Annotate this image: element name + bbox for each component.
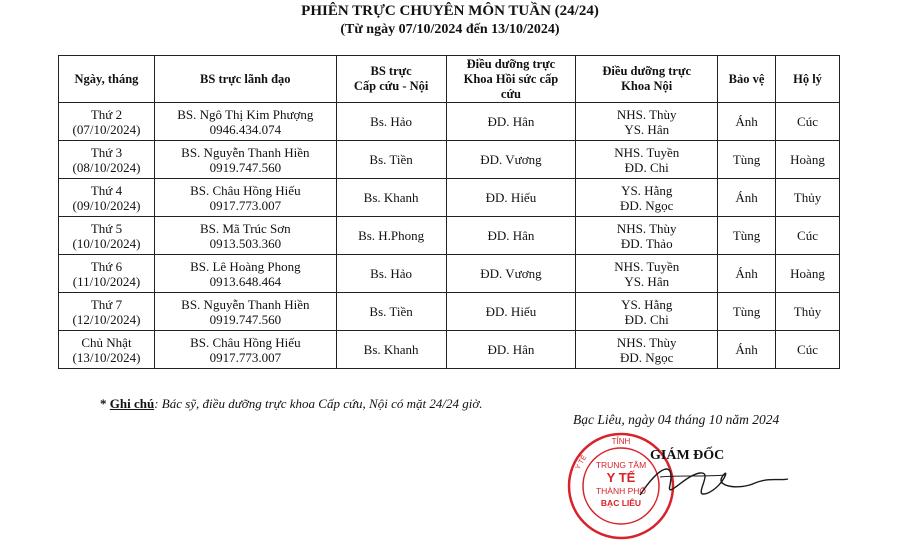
orderly-cell: Thủy <box>776 179 840 217</box>
er-doctor-cell: Bs. Khanh <box>336 331 446 369</box>
table-row <box>59 331 840 369</box>
icu-nurse-cell: ĐD. Vương <box>446 255 576 293</box>
guard-cell: Ánh <box>718 179 776 217</box>
table-row <box>59 255 840 293</box>
guard-cell: Ánh <box>718 103 776 141</box>
leader-cell: BS. Mã Trúc Sơn 0913.503.360 <box>154 217 336 255</box>
er-doctor-cell: Bs. H.Phong <box>336 217 446 255</box>
internal-nurse-cell: YS. Hằng ĐD. Ngọc <box>576 179 718 217</box>
svg-text:Y TẾ: Y TẾ <box>574 454 589 471</box>
column-header: BS trực Cấp cứu - Nội <box>336 56 446 103</box>
orderly-cell: Hoàng <box>776 141 840 179</box>
column-header: BS trực lãnh đạo <box>154 56 336 103</box>
icu-nurse-cell: ĐD. Hiếu <box>446 293 576 331</box>
er-doctor-cell: Bs. Tiền <box>336 293 446 331</box>
column-header: Ngày, tháng <box>59 56 155 103</box>
leader-cell: BS. Châu Hồng Hiếu 0917.773.007 <box>154 179 336 217</box>
table-row <box>59 179 840 217</box>
leader-cell: BS. Lê Hoàng Phong 0913.648.464 <box>154 255 336 293</box>
svg-text:THÀNH PHỐ: THÀNH PHỐ <box>595 486 647 496</box>
orderly-cell: Cúc <box>776 331 840 369</box>
table-row <box>59 217 840 255</box>
document-subtitle: (Từ ngày 07/10/2024 đến 13/10/2024) <box>340 22 560 37</box>
column-header: Bảo vệ <box>718 56 776 103</box>
icu-nurse-cell: ĐD. Vương <box>446 141 576 179</box>
guard-cell: Ánh <box>718 255 776 293</box>
guard-cell: Tùng <box>718 293 776 331</box>
internal-nurse-cell: NHS. Tuyền YS. Hân <box>576 255 718 293</box>
orderly-cell: Thủy <box>776 293 840 331</box>
er-doctor-cell: Bs. Hảo <box>336 103 446 141</box>
duty-schedule-table <box>58 55 840 369</box>
date-cell: Thứ 2 (07/10/2024) <box>59 103 155 141</box>
place-and-date: Bạc Liêu, ngày 04 tháng 10 năm 2024 <box>573 412 780 427</box>
er-doctor-cell: Bs. Hảo <box>336 255 446 293</box>
date-cell: Thứ 3 (08/10/2024) <box>59 141 155 179</box>
svg-text:TỈNH: TỈNH <box>611 437 631 446</box>
guard-cell: Tùng <box>718 217 776 255</box>
leader-cell: BS. Châu Hồng Hiếu 0917.773.007 <box>154 331 336 369</box>
column-header: Điều dưỡng trực Khoa Hồi sức cấp cứu <box>446 56 576 103</box>
column-header: Điều dưỡng trực Khoa Nội <box>576 56 718 103</box>
orderly-cell: Cúc <box>776 103 840 141</box>
table-row <box>59 103 840 141</box>
internal-nurse-cell: NHS. Thùy ĐD. Ngọc <box>576 331 718 369</box>
orderly-cell: Hoàng <box>776 255 840 293</box>
leader-cell: BS. Nguyễn Thanh Hiền 0919.747.560 <box>154 141 336 179</box>
er-doctor-cell: Bs. Tiền <box>336 141 446 179</box>
table-row <box>59 293 840 331</box>
column-header: Hộ lý <box>776 56 840 103</box>
icu-nurse-cell: ĐD. Hân <box>446 103 576 141</box>
footnote-label: Ghi chú <box>109 396 155 411</box>
guard-cell: Tùng <box>718 141 776 179</box>
er-doctor-cell: Bs. Khanh <box>336 179 446 217</box>
table-row <box>59 141 840 179</box>
director-signature <box>630 455 790 506</box>
svg-text:BẠC LIÊU: BẠC LIÊU <box>600 498 642 508</box>
internal-nurse-cell: NHS. Thùy YS. Hân <box>576 103 718 141</box>
date-cell: Chủ Nhật (13/10/2024) <box>59 331 155 369</box>
icu-nurse-cell: ĐD. Hân <box>446 331 576 369</box>
leader-cell: BS. Ngô Thị Kim Phượng 0946.434.074 <box>154 103 336 141</box>
svg-text:TRUNG TÂM: TRUNG TÂM <box>595 460 647 470</box>
internal-nurse-cell: NHS. Tuyền ĐD. Chi <box>576 141 718 179</box>
date-cell: Thứ 7 (12/10/2024) <box>59 293 155 331</box>
document-title: PHIÊN TRỰC CHUYÊN MÔN TUẦN (24/24) <box>301 3 599 19</box>
internal-nurse-cell: NHS. Thùy ĐD. Thảo <box>576 217 718 255</box>
director-title: GIÁM ĐỐC <box>650 448 725 463</box>
internal-nurse-cell: YS. Hằng ĐD. Chi <box>576 293 718 331</box>
date-cell: Thứ 5 (10/10/2024) <box>59 217 155 255</box>
icu-nurse-cell: ĐD. Hiếu <box>446 179 576 217</box>
date-cell: Thứ 4 (09/10/2024) <box>59 179 155 217</box>
date-cell: Thứ 6 (11/10/2024) <box>59 255 155 293</box>
table-header-row <box>59 56 840 103</box>
guard-cell: Ánh <box>718 331 776 369</box>
icu-nurse-cell: ĐD. Hân <box>446 217 576 255</box>
footnote-text: : Bác sỹ, điều dưỡng trực khoa Cấp cứu, Nội có mặt 24/24 giờ. <box>154 396 483 411</box>
svg-text:Y TẾ: Y TẾ <box>606 470 636 485</box>
footnote: * Ghi chú: Bác sỹ, điều dưỡng trực khoa Cấp cứu, Nội có mặt 24/24 giờ. <box>100 396 483 411</box>
orderly-cell: Cúc <box>776 217 840 255</box>
leader-cell: BS. Nguyễn Thanh Hiền 0919.747.560 <box>154 293 336 331</box>
